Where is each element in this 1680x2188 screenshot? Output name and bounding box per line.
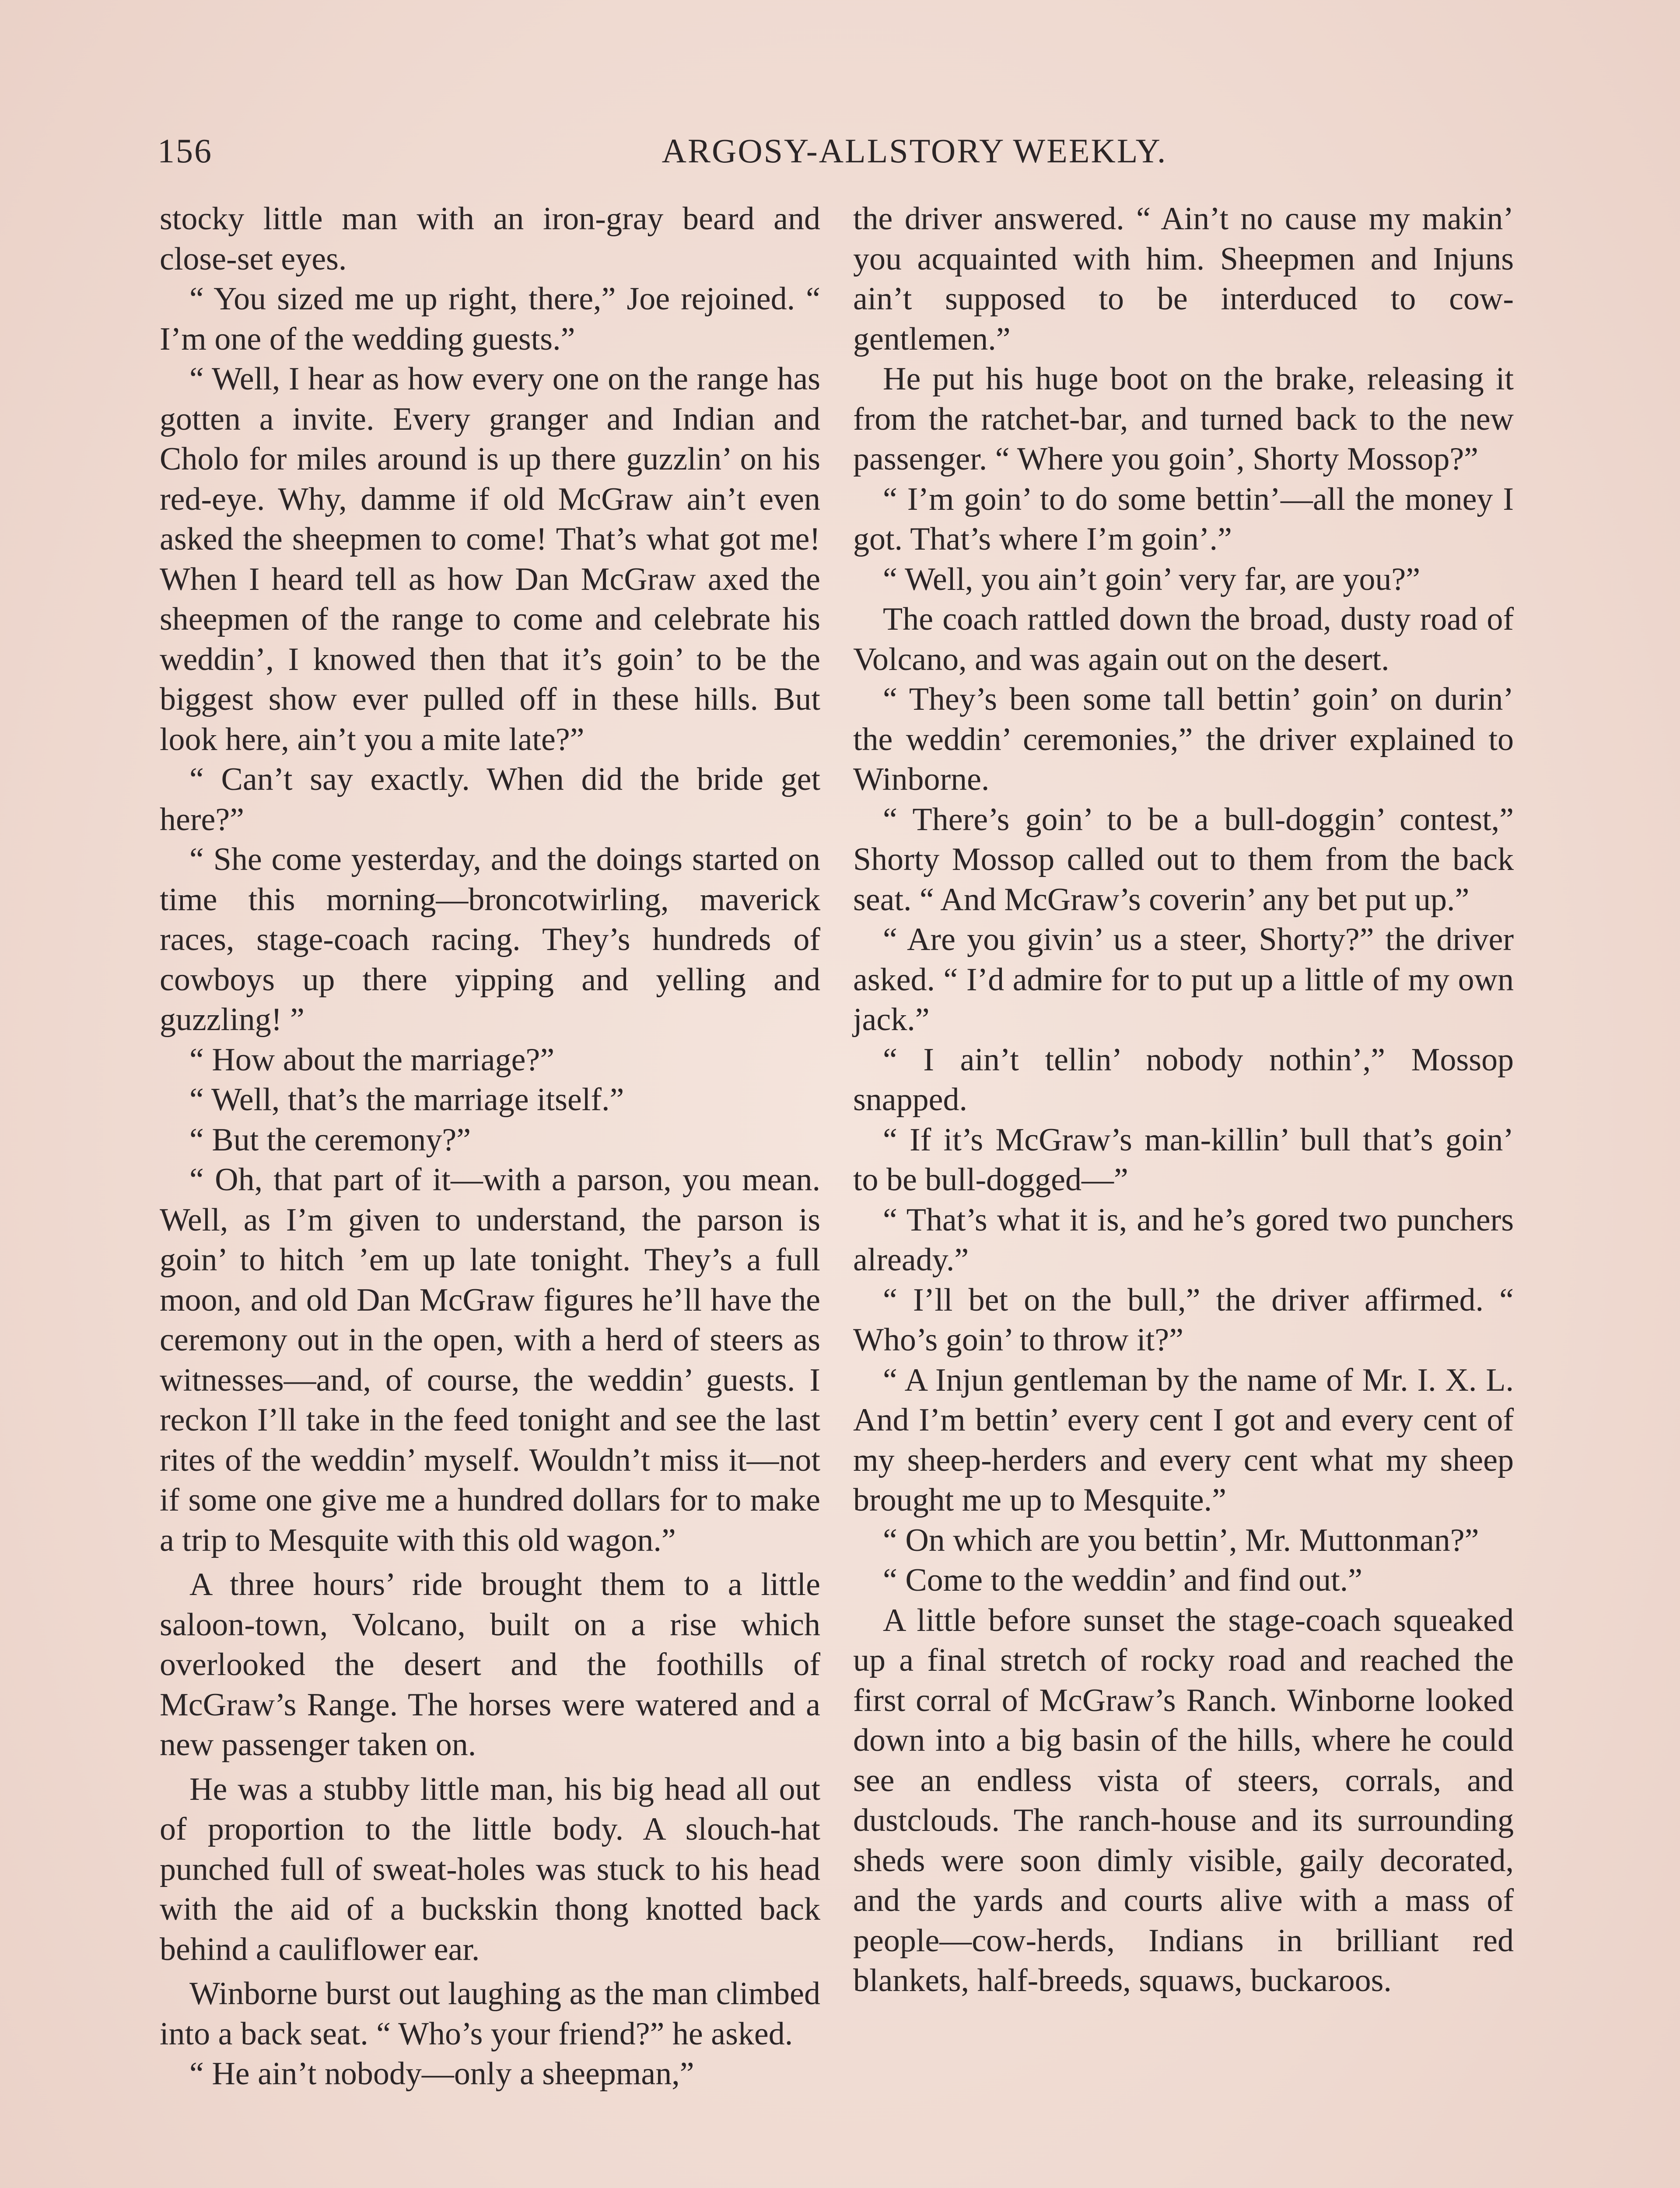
paragraph: “ How about the marriage?” xyxy=(189,1041,555,1078)
paragraph: “ Well, you ain’t goin’ very far, are you?” xyxy=(883,561,1421,597)
paragraph: “ He ain’t nobody—only a sheepman,” xyxy=(189,2056,694,2092)
paragraph: “ But the ceremony?” xyxy=(189,1122,471,1158)
page-number: 156 xyxy=(158,132,213,170)
paragraph: He put his huge boot on the brake, releasing it from the ratchet-bar, and turned back to the new passenger. “ Where you goin’, Shorty Mossop?” xyxy=(853,361,1514,477)
paragraph: “ There’s goin’ to be a bull-doggin’ contest,” Shorty Mossop called out to them from the back seat. “ And McGraw’s coverin’ any bet put up.” xyxy=(853,801,1514,918)
paragraph: “ Well, that’s the marriage itself.” xyxy=(189,1082,624,1118)
paragraph: “ Oh, that part of it—with a parson, you mean. Well, as I’m given to understand, the parson is goin’ to hitch ’em up late tonight. They’s a full moon, and old Dan McGraw figures he’ll have the ceremony out in the open, with a herd of steers as witnesses—and, of course, the weddin’ guests. I reckon I’ll take in the feed tonight and see the last rites of the weddin’ myself. Wouldn’t miss it—not if some one give me a hundred dollars for to make a trip to Mesquite with this old wagon.” xyxy=(160,1162,820,1558)
paragraph: “ If it’s McGraw’s man-killin’ bull that’s goin’ to be bull-dogged—” xyxy=(853,1122,1514,1198)
paragraph: “ She come yesterday, and the doings started on time this morning—broncotwirling, maverick races, stage-coach racing. They’s hundreds of cowboys up there yipping and yelling and guzzling! ” xyxy=(160,842,820,1038)
paragraph: A little before sunset the stage-coach squeaked up a final stretch of rocky road and reached the first corral of McGraw’s Ranch. Winborne looked down into a big basin of the hills, where he could see an endless vista of steers, corrals, and dustclouds. The ranch-house and its surrounding sheds were soon dimly visible, gaily decorated, and the yards and courts alive with a mass of people—cow-herds, Indians in brilliant red blankets, half-breeds, squaws, buckaroos. xyxy=(853,1602,1514,1999)
paragraph: “ I’ll bet on the bull,” the driver affirmed. “ Who’s goin’ to throw it?” xyxy=(853,1282,1514,1358)
paragraph: “ I ain’t tellin’ nobody nothin’,” Mossop snapped. xyxy=(853,1041,1514,1118)
paragraph: He was a stubby little man, his big head all out of proportion to the little body. A slouch-hat punched full of sweat-holes was stuck to his head with the aid of a buckskin thong knotted back behind a cauliflower ear. xyxy=(160,1771,820,1967)
paragraph: “ You sized me up right, there,” Joe rejoined. “ I’m one of the wedding guests.” xyxy=(160,281,820,357)
paragraph: The coach rattled down the broad, dusty road of Volcano, and was again out on the desert. xyxy=(853,601,1514,677)
page-header xyxy=(158,127,1544,175)
paragraph: “ Are you givin’ us a steer, Shorty?” the driver asked. “ I’d admire for to put up a little of my own jack.” xyxy=(853,922,1514,1038)
paragraph: “ They’s been some tall bettin’ goin’ on durin’ the weddin’ ceremonies,” the driver explained to Winborne. xyxy=(853,681,1514,797)
paragraph: “ Well, I hear as how every one on the range has gotten a invite. Every granger and Indian and Cholo for miles around is up there guzzlin’ on his red-eye. Why, damme if old McGraw ain’t even asked the sheepmen to come! That’s what got me! When I heard tell as how Dan McGraw axed the sheepmen of the range to come and celebrate his weddin’, I knowed then that it’s goin’ to be the biggest show ever pulled off in these hills. But look here, ain’t you a mite late?” xyxy=(160,361,820,757)
paragraph: the driver answered. “ Ain’t no cause my makin’ you acquainted with him. Sheepmen and Injuns ain’t supposed to be interduced to cow-gentlemen.” xyxy=(853,201,1514,357)
paragraph: stocky little man with an iron-gray beard and close-set eyes. xyxy=(160,201,820,277)
paragraph: “ I’m goin’ to do some bettin’—all the money I got. That’s where I’m goin’.” xyxy=(853,481,1514,557)
paragraph: A three hours’ ride brought them to a little saloon-town, Volcano, built on a rise which overlooked the desert and the foothills of McGraw’s Range. The horses were watered and a new passenger taken on. xyxy=(160,1567,820,1763)
paragraph: Winborne burst out laughing as the man climbed into a back seat. “ Who’s your friend?” he asked. xyxy=(160,1976,820,2052)
running-title: ARGOSY-ALLSTORY WEEKLY. xyxy=(662,132,1167,170)
left-column xyxy=(160,199,820,2094)
paragraph: “ That’s what it is, and he’s gored two punchers already.” xyxy=(853,1202,1514,1278)
paragraph: “ A Injun gentleman by the name of Mr. I. X. L. And I’m bettin’ every cent I got and every cent of my sheep-herders and every cent what my sheep brought me up to Mesquite.” xyxy=(853,1362,1514,1518)
right-column xyxy=(853,199,1514,2001)
paragraph: “ Come to the weddin’ and find out.” xyxy=(883,1562,1363,1598)
paragraph: “ On which are you bettin’, Mr. Muttonman?” xyxy=(883,1522,1479,1558)
paragraph: “ Can’t say exactly. When did the bride get here?” xyxy=(160,761,820,838)
